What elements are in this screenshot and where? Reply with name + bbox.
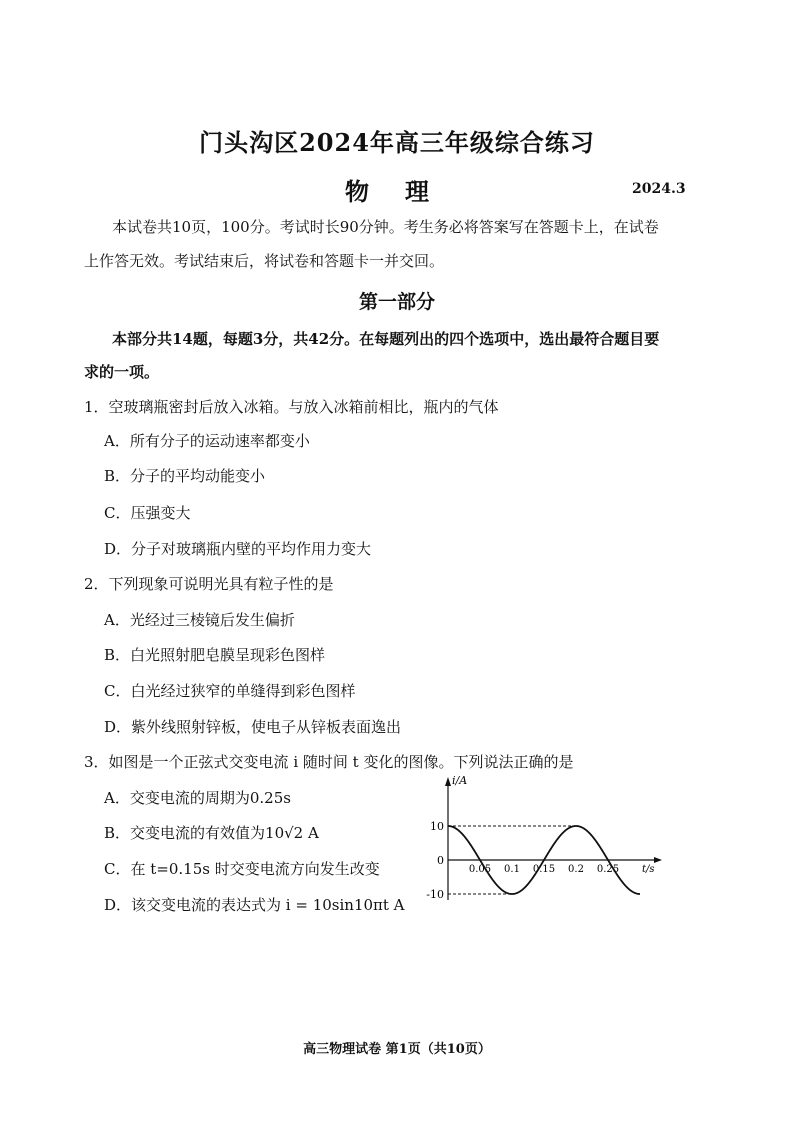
question-1-option-d: D．分子对玻璃瓶内壁的平均作用力变大 [104, 540, 372, 558]
x-tick-label: 0.25 [596, 864, 620, 875]
question-2-option-d: D．紫外线照射锌板，使电子从锌板表面逸出 [104, 718, 402, 736]
x-tick-label: 0.05 [468, 864, 492, 875]
section-title: 第一部分 [358, 291, 435, 313]
x-axis-label: t/s [642, 864, 655, 875]
y-axis-arrow [445, 777, 451, 786]
x-tick-label: 0.15 [532, 864, 556, 875]
question-1-option-a: A．所有分子的运动速率都变小 [104, 432, 310, 450]
instructions-line-1: 本试卷共10页，100分。考试时长90分钟。考生务必将答案写在答题卡上，在试卷 [112, 218, 659, 236]
question-3-option-c: C．在 t=0.15s 时交变电流方向发生改变 [104, 860, 380, 878]
subject-char-2: 理 [405, 177, 429, 206]
y-tick-label: -10 [426, 888, 444, 901]
question-2-option-c: C．白光经过狭窄的单缝得到彩色图样 [104, 682, 356, 700]
page-footer: 高三物理试卷 第1页（共10页） [303, 1042, 491, 1057]
x-axis-arrow [654, 857, 662, 863]
exam-title: 门头沟区2024年高三年级综合练习 [199, 128, 595, 157]
question-1-stem: 1．空玻璃瓶密封后放入冰箱。与放入冰箱前相比，瓶内的气体 [84, 398, 499, 416]
x-tick-label: 0.1 [504, 864, 520, 875]
section-intro-line-1: 本部分共14题，每题3分，共42分。在每题列出的四个选项中，选出最符合题目要 [112, 330, 660, 348]
exam-date: 2024.3 [632, 181, 686, 197]
current-time-graph [418, 772, 664, 910]
instructions-line-2: 上作答无效。考试结束后，将试卷和答题卡一并交回。 [84, 252, 445, 270]
question-2-stem: 2．下列现象可说明光具有粒子性的是 [84, 575, 334, 593]
question-3-option-b: B．交变电流的有效值为10√2 A [104, 824, 319, 842]
question-1-option-b: B．分子的平均动能变小 [104, 467, 266, 485]
question-3-option-d: D．该交变电流的表达式为 i = 10sin10πt A [104, 896, 405, 914]
y-tick-label: 10 [430, 820, 444, 833]
y-tick-label: 0 [437, 854, 444, 867]
question-3-option-a: A．交变电流的周期为0.25s [104, 789, 291, 807]
question-2-option-a: A．光经过三棱镜后发生偏折 [104, 611, 295, 629]
y-axis-label: i/A [452, 774, 468, 787]
subject-char-1: 物 [345, 177, 369, 206]
section-intro-line-2: 求的一项。 [84, 363, 160, 381]
subject-title [345, 172, 429, 207]
question-1-option-c: C．压强变大 [104, 504, 191, 522]
x-tick-label: 0.2 [568, 864, 584, 875]
question-2-option-b: B．白光照射肥皂膜呈现彩色图样 [104, 646, 326, 664]
question-3-stem: 3．如图是一个正弦式交变电流 i 随时间 t 变化的图像。下列说法正确的是 [84, 753, 574, 771]
